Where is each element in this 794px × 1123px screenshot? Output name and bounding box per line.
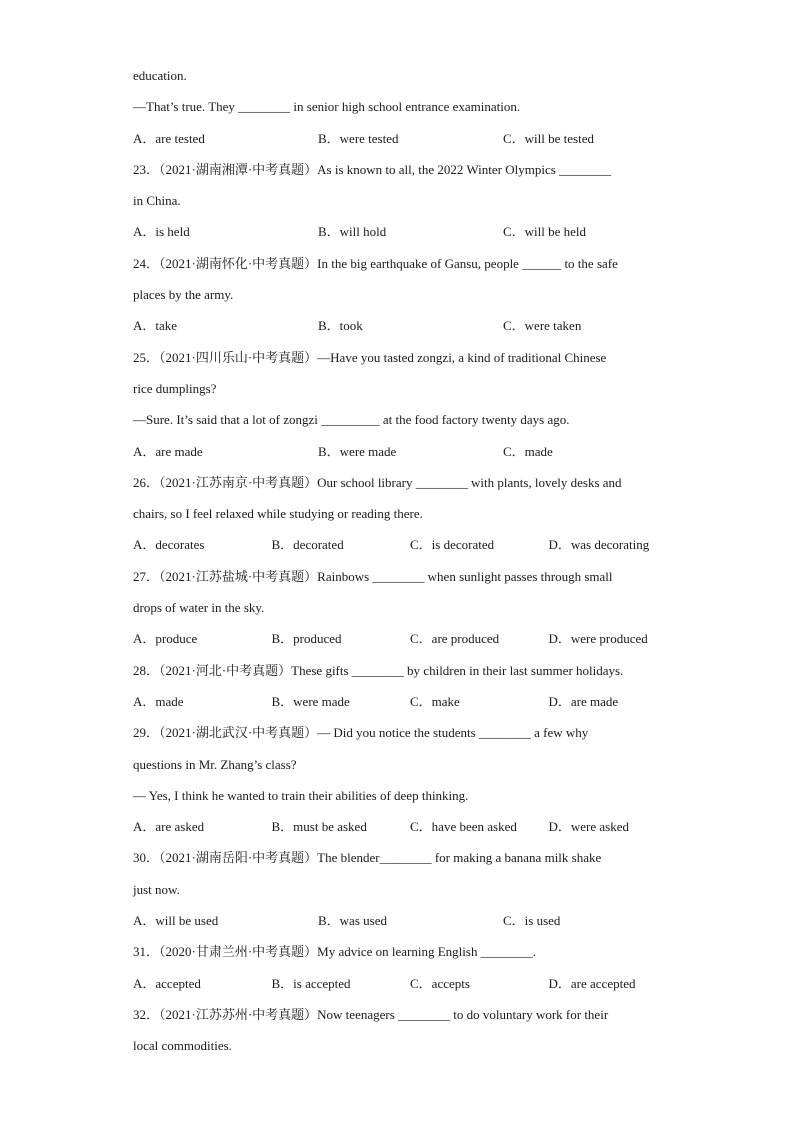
- question-text-line: 26．（2021·江苏南京·中考真题）Our school library ________ with plants, lovely desks and: [133, 474, 622, 490]
- option-c: C．will be held: [503, 224, 587, 240]
- option-d: D．are accepted: [548, 975, 636, 991]
- option-c: C．are produced: [410, 631, 500, 647]
- option-a: A．produce: [133, 631, 198, 647]
- option-d: D．were produced: [548, 631, 648, 647]
- answer-options-row: [133, 686, 673, 717]
- question-text-line: chairs, so I feel relaxed while studying or reading there.: [133, 506, 423, 522]
- option-b: B．decorated: [271, 537, 344, 553]
- answer-options-row: [133, 529, 673, 560]
- question-text-line: drops of water in the sky.: [133, 600, 265, 616]
- question-text-line: 29．（2021·湖北武汉·中考真题）— Did you notice the students ________ a few why: [133, 725, 589, 741]
- answer-options-row: [133, 811, 673, 842]
- option-b: B．will hold: [318, 224, 387, 240]
- question-text-line: —That’s true. They ________ in senior high school entrance examination.: [133, 99, 521, 115]
- option-a: A．decorates: [133, 537, 205, 553]
- option-c: C．is used: [503, 913, 561, 929]
- question-text-line: rice dumplings?: [133, 380, 217, 396]
- option-c: C．were taken: [503, 318, 582, 334]
- option-b: B．is accepted: [271, 975, 351, 991]
- question-text-line: 28．（2021·河北·中考真题）These gifts ________ by children in their last summer holidays.: [133, 662, 624, 678]
- question-text-line: 30．（2021·湖南岳阳·中考真题）The blender________ for making a banana milk shake: [133, 850, 602, 866]
- question-text-line: —Sure. It’s said that a lot of zongzi _________ at the food factory twenty days ago.: [133, 412, 570, 428]
- option-b: B．were tested: [318, 130, 399, 146]
- option-b: B．produced: [271, 631, 342, 647]
- option-c: C．have been asked: [410, 819, 517, 835]
- option-b: B．took: [318, 318, 363, 334]
- option-d: D．was decorating: [548, 537, 650, 553]
- answer-options-row: [133, 905, 673, 936]
- option-d: D．were asked: [548, 819, 629, 835]
- option-a: A．made: [133, 693, 184, 709]
- question-text-line: 24．（2021·湖南怀化·中考真题）In the big earthquake of Gansu, people ______ to the safe: [133, 255, 618, 271]
- question-text-line: — Yes, I think he wanted to train their abilities of deep thinking.: [133, 787, 469, 803]
- question-text-line: just now.: [133, 881, 180, 897]
- option-b: B．was used: [318, 913, 387, 929]
- option-b: B．were made: [271, 693, 350, 709]
- question-text-line: 25．（2021·四川乐山·中考真题）—Have you tasted zongzi, a kind of traditional Chinese: [133, 349, 607, 365]
- option-a: A．are tested: [133, 130, 205, 146]
- option-c: C．is decorated: [410, 537, 495, 553]
- question-text-line: education.: [133, 68, 187, 83]
- option-b: B．were made: [318, 443, 397, 459]
- answer-options-row: [133, 123, 673, 154]
- option-c: C．make: [410, 693, 460, 709]
- question-text-line: 31．（2020·甘肃兰州·中考真题）My advice on learning English ________.: [133, 944, 536, 960]
- question-list: [133, 60, 673, 1062]
- option-d: D．are made: [548, 693, 619, 709]
- option-a: A．take: [133, 318, 178, 334]
- answer-options-row: [133, 436, 673, 467]
- question-text-line: 23．（2021·湖南湘潭·中考真题）As is known to all, the 2022 Winter Olympics ________: [133, 161, 612, 177]
- option-c: C．made: [503, 443, 553, 459]
- answer-options-row: [133, 968, 673, 999]
- answer-options-row: [133, 623, 673, 654]
- option-a: A．are asked: [133, 819, 205, 835]
- question-text-line: 27．（2021·江苏盐城·中考真题）Rainbows ________ when sunlight passes through small: [133, 568, 613, 584]
- option-a: A．are made: [133, 443, 203, 459]
- option-a: A．is held: [133, 224, 190, 240]
- option-b: B．must be asked: [271, 819, 367, 835]
- question-text-line: in China.: [133, 193, 181, 209]
- option-c: C．will be tested: [503, 130, 594, 146]
- option-c: C．accepts: [410, 975, 470, 991]
- option-a: A．will be used: [133, 913, 219, 929]
- question-text-line: places by the army.: [133, 287, 234, 303]
- answer-options-row: [133, 216, 673, 247]
- question-text-line: questions in Mr. Zhang’s class?: [133, 756, 297, 772]
- answer-options-row: [133, 310, 673, 341]
- option-a: A．accepted: [133, 975, 201, 991]
- question-text-line: 32．（2021·江苏苏州·中考真题）Now teenagers ________ to do voluntary work for their: [133, 1006, 609, 1022]
- question-text-line: local commodities.: [133, 1038, 232, 1054]
